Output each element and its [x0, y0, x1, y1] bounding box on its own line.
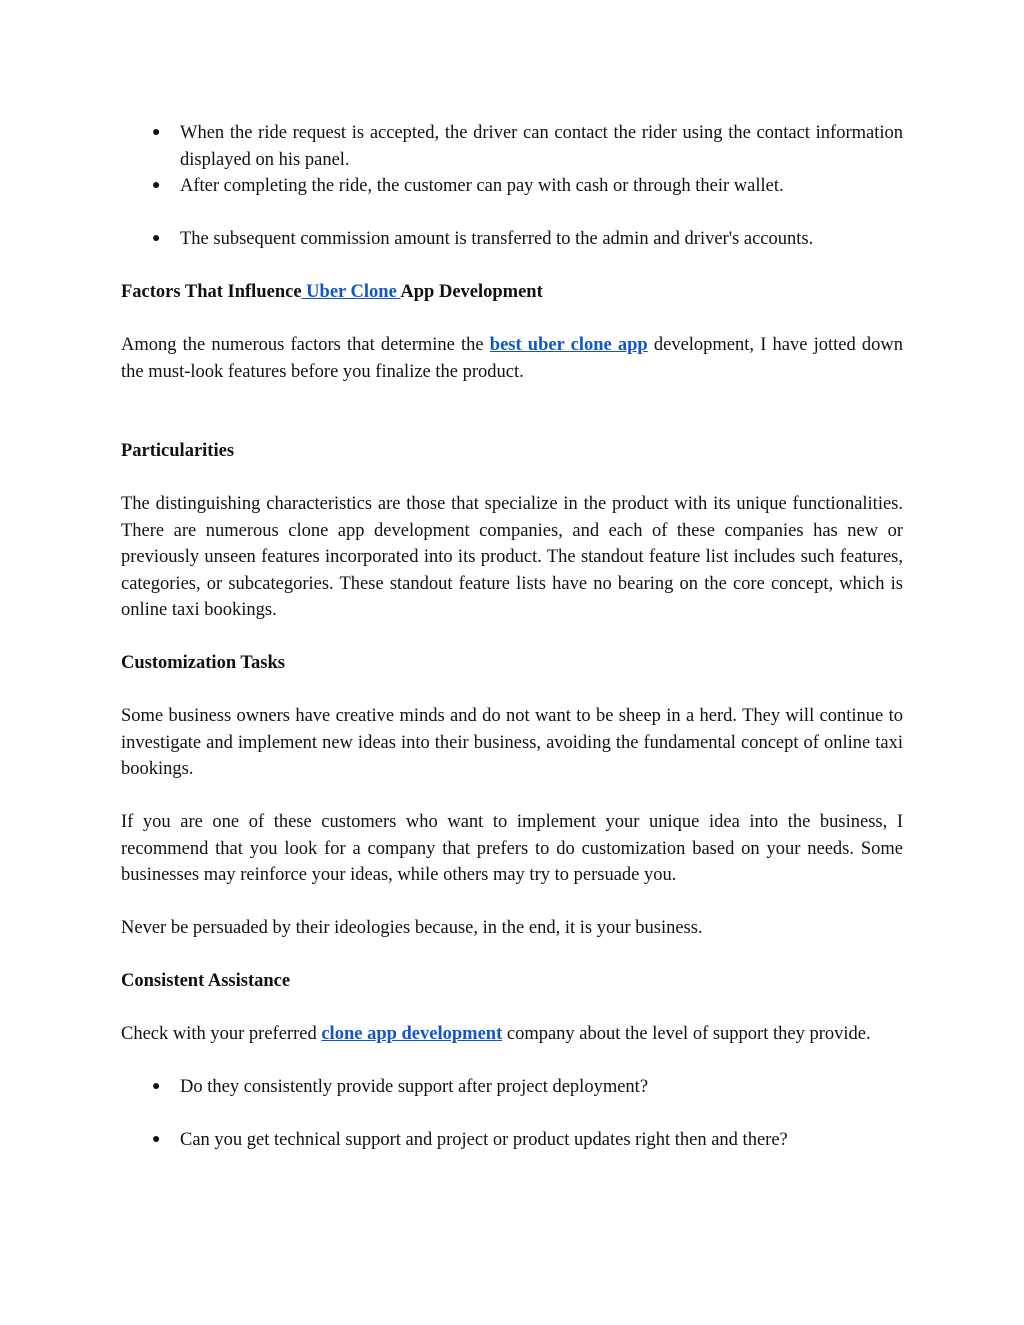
bullet-icon: ●	[152, 1079, 161, 1094]
top-bullet-list	[121, 120, 903, 200]
bullet-icon: ●	[152, 231, 161, 246]
top-bullet-list-continued	[121, 226, 903, 253]
bullet-text: After completing the ride, the customer can pay with cash or through their wallet.	[180, 176, 784, 196]
bullet-text: Can you get technical support and project or product updates right then and there?	[180, 1130, 788, 1150]
bullet-icon: ●	[152, 125, 161, 140]
intro-text: Among the numerous factors that determine the	[121, 335, 490, 355]
intro-paragraph	[121, 332, 903, 385]
customization-paragraph-2: If you are one of these customers who want to implement your unique idea into the business, I recommend that you look for a company that prefers to do customization based on your needs. Some businesses may reinforce your ideas, while others may try to persuade you.	[121, 812, 903, 885]
particularities-heading: Particularities	[121, 441, 235, 461]
assistance-text: Check with your preferred	[121, 1024, 322, 1044]
customization-paragraph-3: Never be persuaded by their ideologies because, in the end, it is your business.	[121, 918, 703, 938]
clone-app-development-link[interactable]: clone app development	[321, 1024, 503, 1044]
list-item	[121, 173, 903, 200]
bullet-icon: ●	[152, 1132, 161, 1147]
factors-heading-text-end: App Development	[400, 282, 543, 302]
bullet-icon: ●	[152, 178, 161, 193]
customization-paragraph-1: Some business owners have creative minds and do not want to be sheep in a herd. They will continue to investigate and implement new ideas into their business, avoiding the fundamental concept of online taxi bookings.	[121, 706, 903, 779]
assistance-bullet-list-continued	[121, 1127, 903, 1154]
bullet-text: Do they consistently provide support after project deployment?	[180, 1077, 649, 1097]
bullet-text: The subsequent commission amount is transferred to the admin and driver's accounts.	[180, 229, 814, 249]
assistance-paragraph	[121, 1021, 903, 1048]
assistance-heading: Consistent Assistance	[121, 971, 291, 991]
list-item	[121, 1074, 903, 1101]
bullet-text: When the ride request is accepted, the driver can contact the rider using the contact information displayed on his panel.	[180, 123, 903, 170]
assistance-text-end: company about the level of support they provide.	[502, 1024, 871, 1044]
list-item	[121, 1127, 903, 1154]
particularities-paragraph: The distinguishing characteristics are those that specialize in the product with its unique functionalities. There are numerous clone app development companies, and each of these companies has new or previously unseen features incorporated into its product. The standout feature list includes such features, categories, or subcategories. These standout feature lists have no bearing on the core concept, which is online taxi bookings.	[121, 494, 903, 620]
document-page	[121, 120, 903, 1154]
best-uber-clone-app-link[interactable]: best uber clone app	[489, 335, 648, 355]
factors-heading	[121, 279, 903, 306]
list-item	[121, 226, 903, 253]
intro-text-end: development, I have jotted down the must-look features before you finalize the product.	[121, 335, 903, 382]
factors-heading-text: Factors That Influence	[121, 282, 302, 302]
assistance-bullet-list	[121, 1074, 903, 1101]
list-item	[121, 120, 903, 173]
uber-clone-link[interactable]: Uber Clone	[301, 282, 401, 302]
customization-heading: Customization Tasks	[121, 653, 285, 673]
